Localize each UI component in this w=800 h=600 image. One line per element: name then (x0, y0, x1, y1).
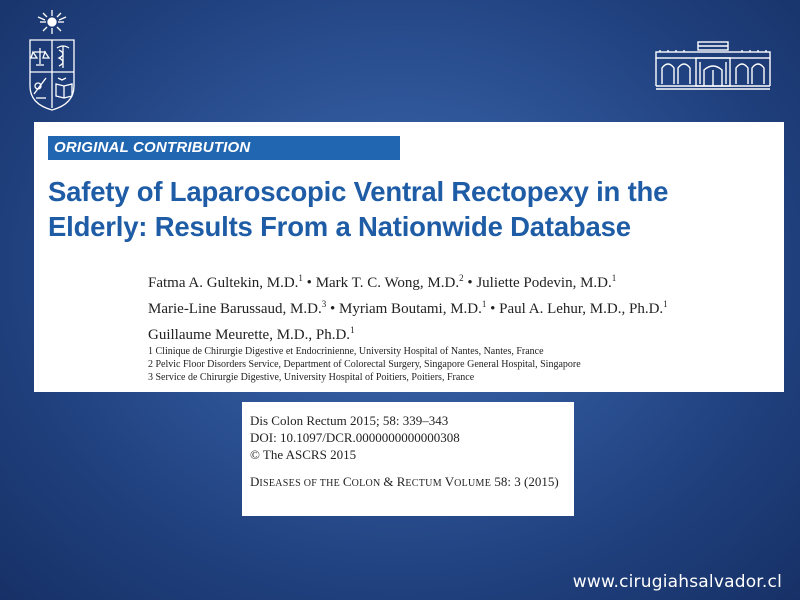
author-affiliation-mark: 1 (350, 325, 355, 335)
author-line-1 (148, 268, 778, 294)
author-separator: • (463, 275, 477, 291)
author-name: Mark T. C. Wong, M.D. (315, 275, 460, 291)
author-name: Juliette Podevin, M.D. (476, 275, 612, 291)
author-affiliation-mark: 1 (663, 299, 668, 309)
author-name: Fatma A. Gultekin, M.D. (148, 275, 299, 291)
hospital-building-logo (654, 40, 772, 92)
author-line-2 (148, 294, 778, 320)
author-name: Guillaume Meurette, M.D., Ph.D. (148, 327, 351, 343)
citation-panel (242, 402, 574, 516)
author-name: Myriam Boutami, M.D. (338, 301, 482, 317)
article-type-banner: ORIGINAL CONTRIBUTION (48, 136, 400, 160)
author-line-3 (148, 320, 778, 346)
university-crest-logo (26, 8, 78, 112)
article-title-line-1: Safety of Laparoscopic Ventral Rectopexy in the (48, 176, 669, 207)
author-name: Paul A. Lehur, M.D., Ph.D. (499, 301, 664, 317)
author-affiliation-mark: 1 (481, 299, 487, 309)
affiliation-item: 3 Service de Chirurgie Digestive, University Hospital of Poitiers, Poitiers, France (148, 372, 475, 383)
author-separator: • (302, 275, 316, 291)
author-affiliation-mark: 3 (321, 299, 327, 309)
author-affiliation-mark: 2 (459, 273, 464, 283)
website-url: www.cirugiahsalvador.cl (572, 572, 782, 592)
building-icon (654, 40, 772, 92)
author-separator: • (326, 301, 339, 317)
journal-citation: Dis Colon Rectum 2015; 58: 339–343 (250, 413, 449, 428)
author-separator: • (486, 301, 500, 317)
copyright-line: © The ASCRS 2015 (250, 447, 357, 462)
author-list (148, 268, 778, 346)
affiliation-item: 2 Pelvic Floor Disorders Service, Department of Colorectal Surgery, Singapore General Hospital, Singapore (148, 359, 581, 370)
journal-volume-line: DISEASES OF THE COLON & RECTUM VOLUME 58: 3 (2015) (250, 474, 559, 489)
article-title-line-2: Elderly: Results From a Nationwide Database (48, 211, 631, 242)
affiliation-item: 1 Clinique de Chirurgie Digestive et Endocrinienne, University Hospital of Nantes, Nantes, France (148, 346, 544, 357)
crest-icon (26, 8, 78, 112)
article-header-panel (34, 122, 784, 392)
author-affiliation-mark: 1 (298, 273, 303, 283)
affiliation-list (148, 345, 778, 384)
author-name: Marie-Line Barussaud, M.D. (148, 301, 322, 317)
doi-line: DOI: 10.1097/DCR.0000000000000308 (250, 430, 460, 445)
article-title (48, 174, 778, 244)
author-affiliation-mark: 1 (611, 273, 617, 283)
